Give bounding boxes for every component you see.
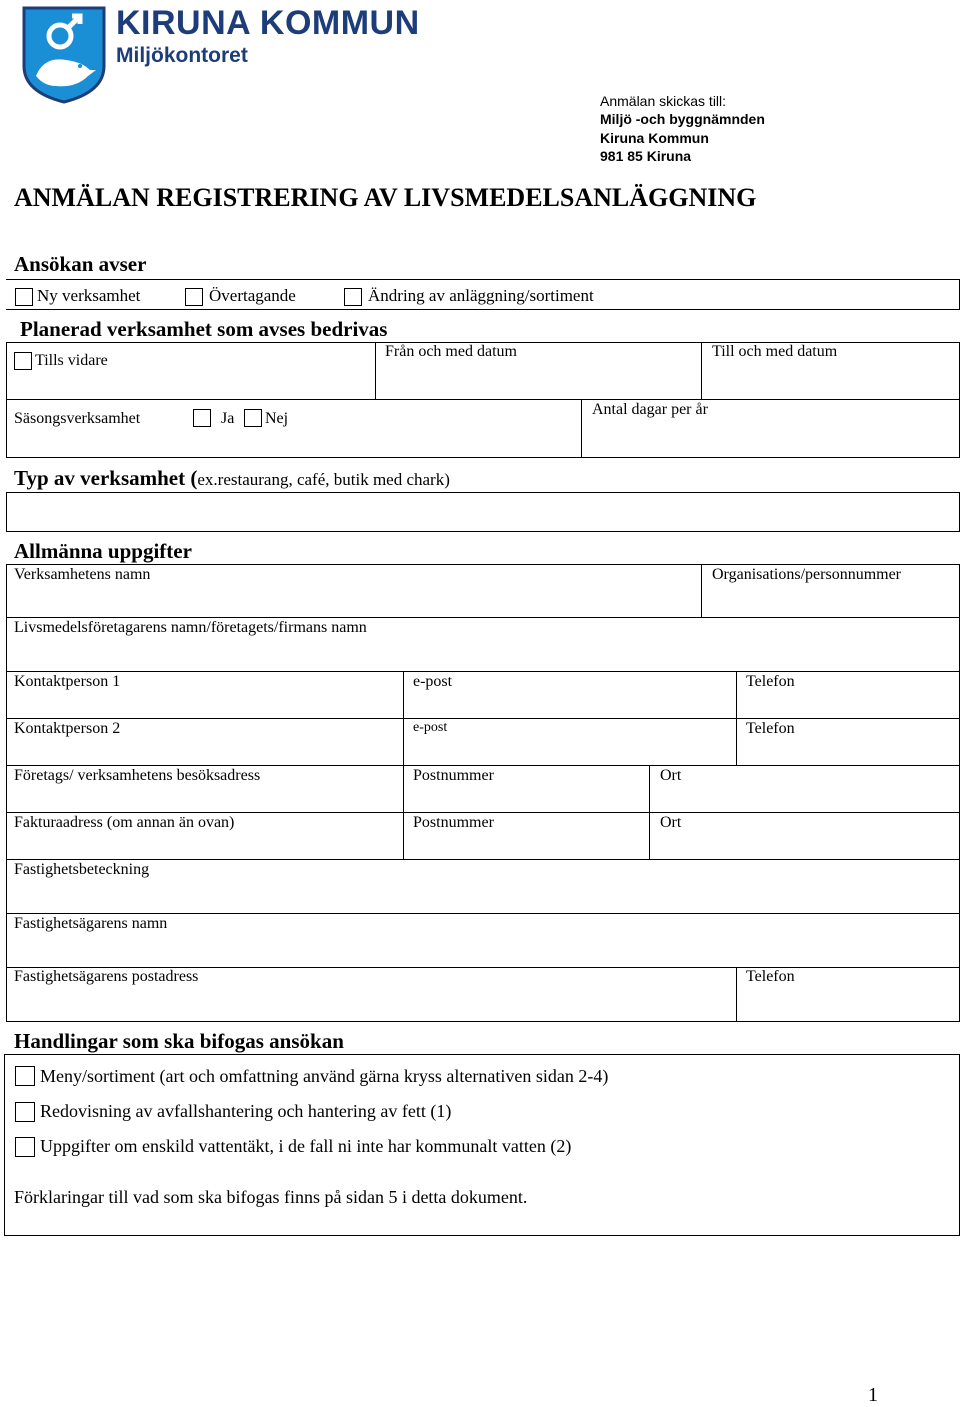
ort1-cell[interactable] [649, 765, 960, 813]
label-fastighetsagare-adress: Fastighetsägarens postadress [14, 968, 199, 985]
checkbox-avfall[interactable] [15, 1102, 35, 1122]
label-antal-dagar: Antal dagar per år [592, 401, 708, 418]
checkbox-ja[interactable] [193, 409, 211, 427]
label-fakturaadress: Fakturaadress (om annan än ovan) [14, 814, 235, 831]
checkbox-meny[interactable] [15, 1066, 35, 1086]
epost2-cell[interactable] [403, 718, 737, 766]
fastighetsbeteckning-cell[interactable] [6, 859, 960, 914]
label-meny: Meny/sortiment (art och omfattning använd gärna kryss alternativen sidan 2-4) [40, 1066, 609, 1086]
send-to-label: Anmälan skickas till: [600, 93, 727, 109]
label-ort2: Ort [660, 814, 682, 831]
typ-heading-text: Typ av verksamhet ( [14, 466, 198, 490]
ansokan-heading: Ansökan avser [14, 252, 147, 276]
checkbox-andring[interactable] [344, 288, 362, 306]
checkbox-tills-vidare[interactable] [14, 352, 32, 370]
ort2-cell[interactable] [649, 812, 960, 860]
label-postnr2: Postnummer [413, 814, 494, 831]
label-vattentakt: Uppgifter om enskild vattentäkt, i de fall ni inte har kommunalt vatten (2) [40, 1136, 572, 1156]
label-verksamhetens-namn: Verksamhetens namn [14, 566, 151, 583]
label-org-nr: Organisations/personnummer [712, 566, 902, 583]
checkbox-overtagande[interactable] [185, 288, 203, 306]
municipality-logo [22, 6, 106, 104]
org-department: Miljökontoret [116, 44, 248, 67]
org-name: KIRUNA KOMMUN [116, 4, 420, 42]
label-nej: Nej [265, 410, 289, 427]
label-fastighetsbeteckning: Fastighetsbeteckning [14, 861, 150, 878]
page-number: 1 [868, 1384, 878, 1406]
label-kontakt2: Kontaktperson 2 [14, 720, 121, 737]
label-avfall: Redovisning av avfallshantering och hantering av fett (1) [40, 1101, 452, 1121]
handlingar-heading: Handlingar som ska bifogas ansökan [14, 1029, 344, 1053]
typ-example: ex.restaurang, café, butik med chark) [197, 470, 450, 489]
label-fastighetsagare-namn: Fastighetsägarens namn [14, 915, 168, 932]
label-besoksadress: Företags/ verksamhetens besöksadress [14, 767, 261, 784]
label-tills-vidare: Tills vidare [35, 352, 108, 369]
allmanna-heading: Allmänna uppgifter [14, 539, 192, 563]
typ-input-cell[interactable] [6, 492, 960, 532]
page-title: ANMÄLAN REGISTRERING AV LIVSMEDELSANLÄGGNING [14, 183, 757, 212]
send-to-line2: Kiruna Kommun [600, 130, 709, 146]
epost1-cell[interactable] [403, 671, 737, 719]
label-sasong: Säsongsverksamhet [14, 410, 141, 427]
label-foretagare-namn: Livsmedelsföretagarens namn/företagets/firmans namn [14, 619, 367, 636]
label-fran-datum: Från och med datum [385, 343, 517, 360]
label-telefon3: Telefon [746, 968, 795, 985]
checkbox-ny-verksamhet[interactable] [15, 288, 33, 306]
label-epost2: e-post [413, 720, 448, 735]
send-to-line3: 981 85 Kiruna [600, 148, 692, 164]
typ-heading [14, 466, 450, 491]
checkbox-nej[interactable] [244, 409, 262, 427]
checkbox-vattentakt[interactable] [15, 1137, 35, 1157]
sasong-cell [6, 399, 582, 458]
label-telefon1: Telefon [746, 673, 795, 690]
label-till-datum: Till och med datum [712, 343, 838, 360]
tills-vidare-cell[interactable] [6, 342, 376, 400]
label-postnr1: Postnummer [413, 767, 494, 784]
label-ja: Ja [221, 410, 235, 427]
send-to-line1: Miljö -och byggnämnden [600, 111, 765, 127]
label-andring: Ändring av anläggning/sortiment [368, 286, 594, 305]
label-telefon2: Telefon [746, 720, 795, 737]
planerad-heading: Planerad verksamhet som avses bedrivas [20, 317, 388, 341]
label-ort1: Ort [660, 767, 682, 784]
label-overtagande: Övertagande [209, 286, 296, 305]
label-epost1: e-post [413, 673, 453, 690]
label-ny-verksamhet: Ny verksamhet [37, 286, 141, 305]
label-kontakt1: Kontaktperson 1 [14, 673, 121, 690]
handlingar-note: Förklaringar till vad som ska bifogas finns på sidan 5 i detta dokument. [14, 1187, 528, 1207]
